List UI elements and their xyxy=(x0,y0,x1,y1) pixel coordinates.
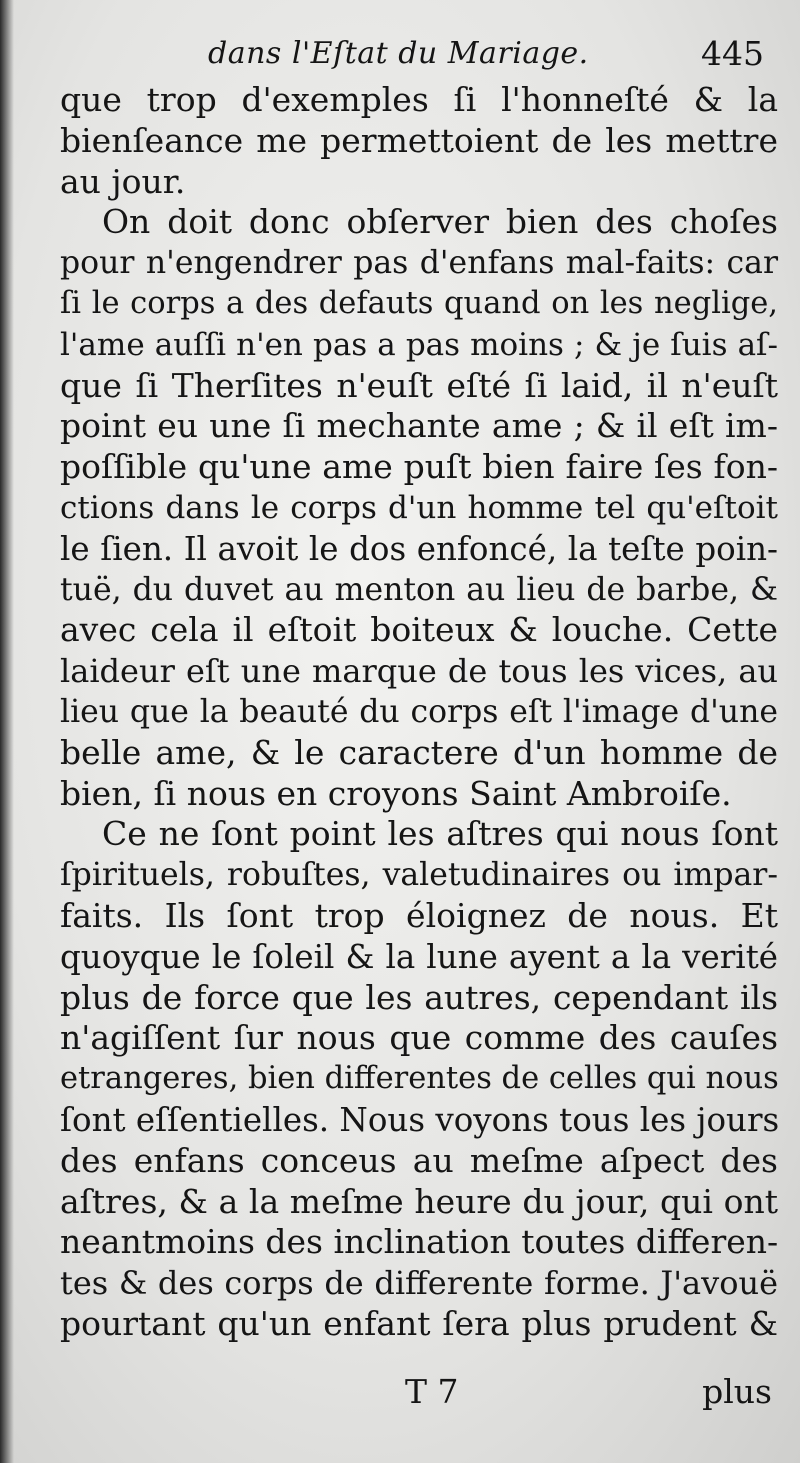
text-line: que ſi Therſites n'euſt eſté ſi laid, il n'euſt xyxy=(60,365,778,405)
text-line: poſſible qu'une ame puſt bien faire ſes fon- xyxy=(60,447,778,487)
text-line: plus de force que les autres, cependant ils xyxy=(60,977,778,1017)
binding-shadow xyxy=(0,0,14,1463)
text-line: des enfans conceus au meſme aſpect des xyxy=(60,1140,778,1180)
page-header xyxy=(60,22,770,82)
text-line: bienſeance me permettoient de les mettre xyxy=(60,120,778,160)
text-line: que trop d'exemples ſi l'honneſté & la xyxy=(60,80,778,119)
text-line: l'ame auſſi n'en pas a pas moins ; & je ſuis aſ- xyxy=(60,326,778,363)
text-line: Ce ne ſont point les aſtres qui nous ſont xyxy=(102,814,778,854)
body-text xyxy=(60,80,778,1345)
text-line: au jour. xyxy=(60,161,186,201)
text-line: pour n'engendrer pas d'enfans mal-faits: car xyxy=(60,245,778,282)
page-number: 445 xyxy=(701,34,764,73)
page-footer xyxy=(60,1368,778,1428)
catchword: plus xyxy=(702,1372,772,1411)
running-head: dans l'Eſtat du Mariage. xyxy=(208,36,589,71)
text-line: n'agiſſent ſur nous que comme des cauſes xyxy=(60,1018,778,1058)
text-line: avec cela il eſtoit boiteux & louche. Cette xyxy=(60,610,778,650)
text-line: ſi le corps a des defauts quand on les neglige, xyxy=(60,285,778,321)
text-line: bien, ſi nous en croyons Saint Ambroiſe. xyxy=(60,773,732,813)
text-line: tuë, du duvet au menton au lieu de barbe, & xyxy=(60,571,778,608)
text-line: tes & des corps de differente forme. J'avouë xyxy=(60,1264,778,1303)
text-line: pourtant qu'un enfant ſera plus prudent & xyxy=(60,1303,778,1343)
text-line: point eu une ſi mechante ame ; & il eſt im- xyxy=(60,406,778,446)
text-line: faits. Ils ſont trop éloignez de nous. Et xyxy=(60,895,778,935)
text-line: belle ame, & le caractere d'un homme de xyxy=(60,732,778,772)
text-line: neantmoins des inclination toutes differen- xyxy=(60,1222,779,1262)
text-line: On doit donc obſerver bien des choſes xyxy=(102,202,778,242)
text-line: ſpirituels, robuſtes, valetudinaires ou impar- xyxy=(60,857,778,894)
text-line: laideur eſt une marque de tous les vices, au xyxy=(60,652,778,691)
text-line: lieu que la beauté du corps eſt l'image d'une xyxy=(60,693,778,730)
signature-mark: T 7 xyxy=(405,1372,459,1411)
text-line: quoyque le ſoleil & la lune ayent a la verité xyxy=(60,937,778,976)
text-line: etrangeres, bien differentes de celles qui nous xyxy=(60,1061,779,1097)
text-line: ſont eſſentielles. Nous voyons tous les jours xyxy=(60,1100,780,1139)
text-line: aſtres, & a la meſme heure du jour, qui ont xyxy=(60,1181,778,1221)
text-line: le ſien. Il avoit le dos enfoncé, la teſte poin- xyxy=(60,529,778,568)
text-line: ctions dans le corps d'un homme tel qu'eſtoit xyxy=(60,489,778,526)
